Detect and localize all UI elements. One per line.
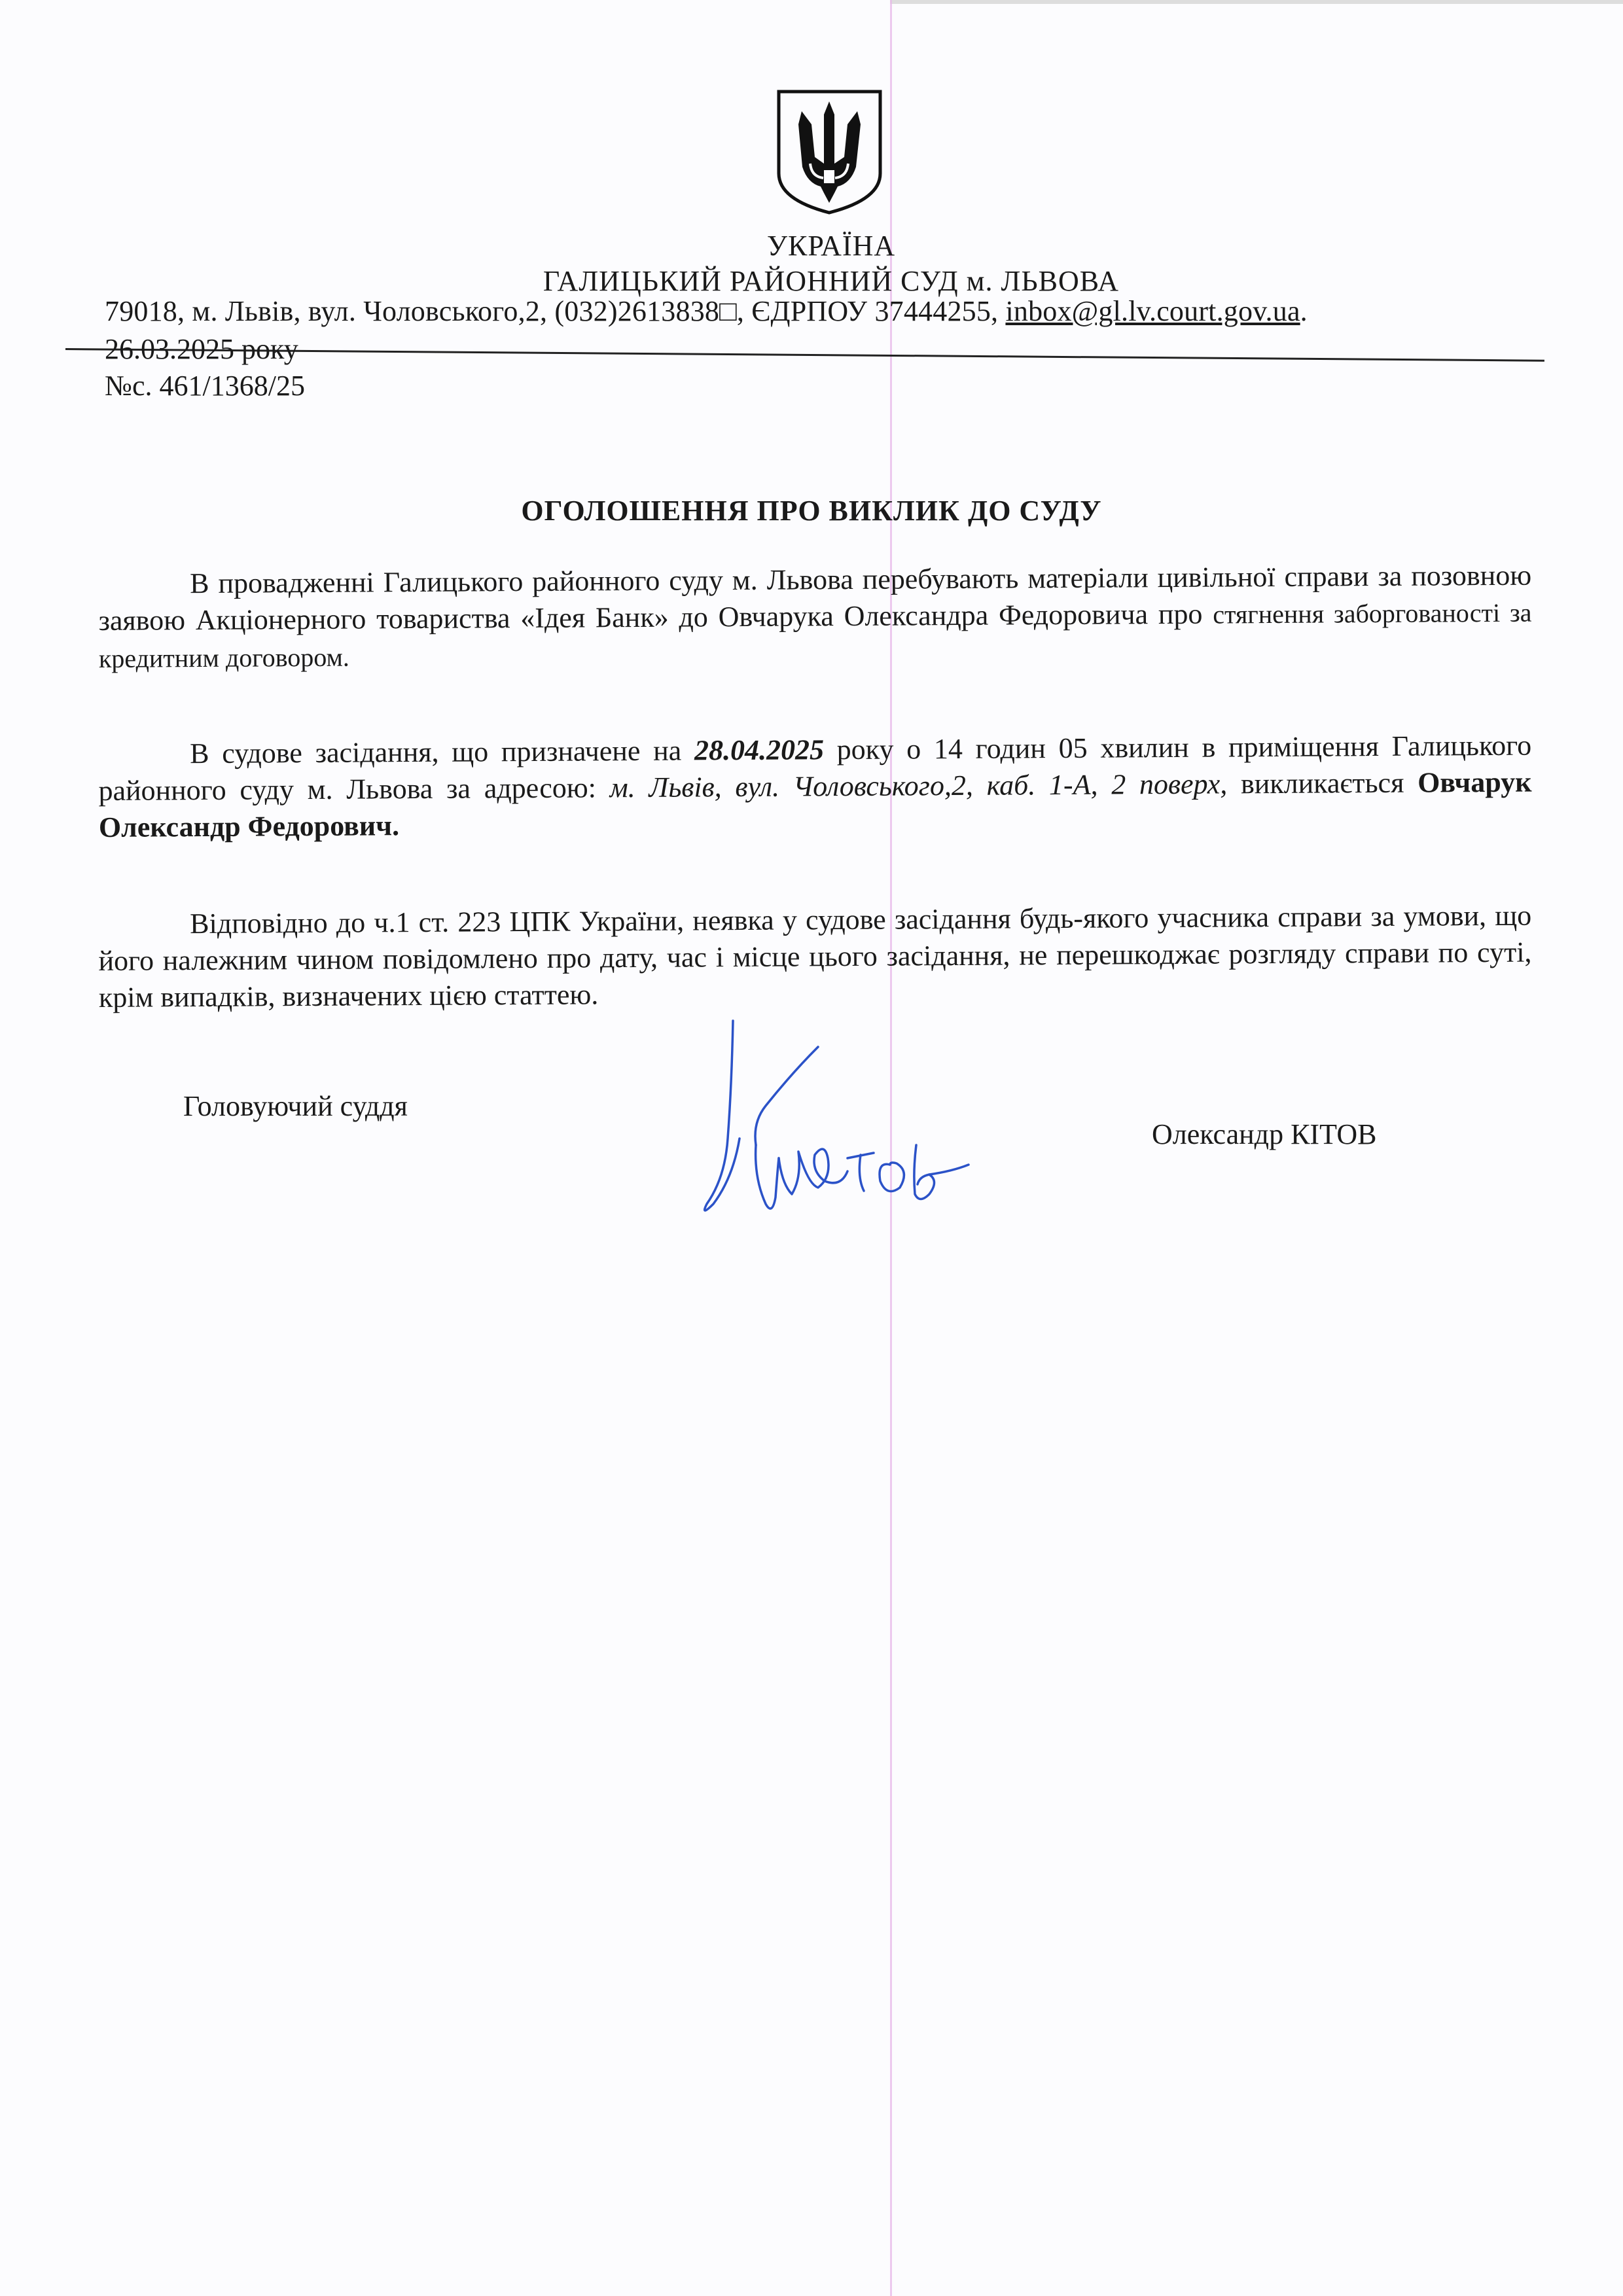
coat-of-arms-emblem bbox=[772, 85, 887, 216]
hearing-address: м. Львів, вул. Чоловського,2, каб. 1-А, 2 поверх, bbox=[609, 768, 1228, 804]
case-number: №с. 461/1368/25 bbox=[105, 370, 305, 402]
hearing-text-3: викликається bbox=[1227, 766, 1418, 800]
signatory-role: Головуючий суддя bbox=[183, 1090, 408, 1122]
paragraph-proceedings bbox=[98, 557, 1532, 677]
paragraph-proceedings-text: В провадженні Галицького районного суду м. Львова перебувають матеріали цивільної справи за позовною заявою Акціонерного товариства «Ідея Банк» до Овчарука Олександра Федоровича про bbox=[98, 559, 1532, 637]
hearing-date: 28.04.2025 bbox=[694, 733, 825, 767]
signatory-name: Олександр КІТОВ bbox=[1152, 1118, 1377, 1150]
summoned-person: Овчарук Олександр Федорович. bbox=[98, 766, 1532, 843]
legal-basis-text: Відповідно до ч.1 ст. 223 ЦПК України, неявка у судове засідання будь-якого учасника справи за умови, що його належним чином повідомлено про дату, час і місце цього засідання, не перешкоджає розгляду справи по суті, крім випадків, визначених цією статтею. bbox=[98, 899, 1532, 1014]
scan-edge-artifact bbox=[890, 0, 1623, 4]
document-date: 26.03.2025 року bbox=[105, 333, 298, 365]
paragraph-legal-basis bbox=[98, 898, 1532, 1016]
contacts-address: 79018, м. Львів, вул. Чоловського,2, (032)2613838□, ЄДРПОУ 37444255, bbox=[105, 295, 1006, 327]
contacts-email-link[interactable]: inbox@gl.lv.court.gov.ua bbox=[1005, 295, 1300, 327]
handwritten-signature bbox=[694, 1008, 1008, 1224]
hearing-text-1: В судове засідання, що призначене на bbox=[190, 734, 695, 770]
header-court-name: ГАЛИЦЬКИЙ РАЙОННИЙ СУД м. ЛЬВОВА bbox=[543, 265, 1120, 297]
document-title: ОГОЛОШЕННЯ ПРО ВИКЛИК ДО СУДУ bbox=[521, 495, 1102, 527]
header-country: УКРАЇНА bbox=[766, 230, 896, 262]
hearing-text-2: року о 14 годин 05 хвилин в приміщення Галицького районного суду м. Львова за адресою: bbox=[98, 729, 1532, 807]
header-contacts bbox=[105, 294, 1525, 328]
paragraph-hearing bbox=[98, 728, 1532, 846]
contacts-suffix: . bbox=[1300, 295, 1308, 327]
paragraph-proceedings-tail: стягнення заборгованості за кредитним договором. bbox=[98, 597, 1532, 673]
